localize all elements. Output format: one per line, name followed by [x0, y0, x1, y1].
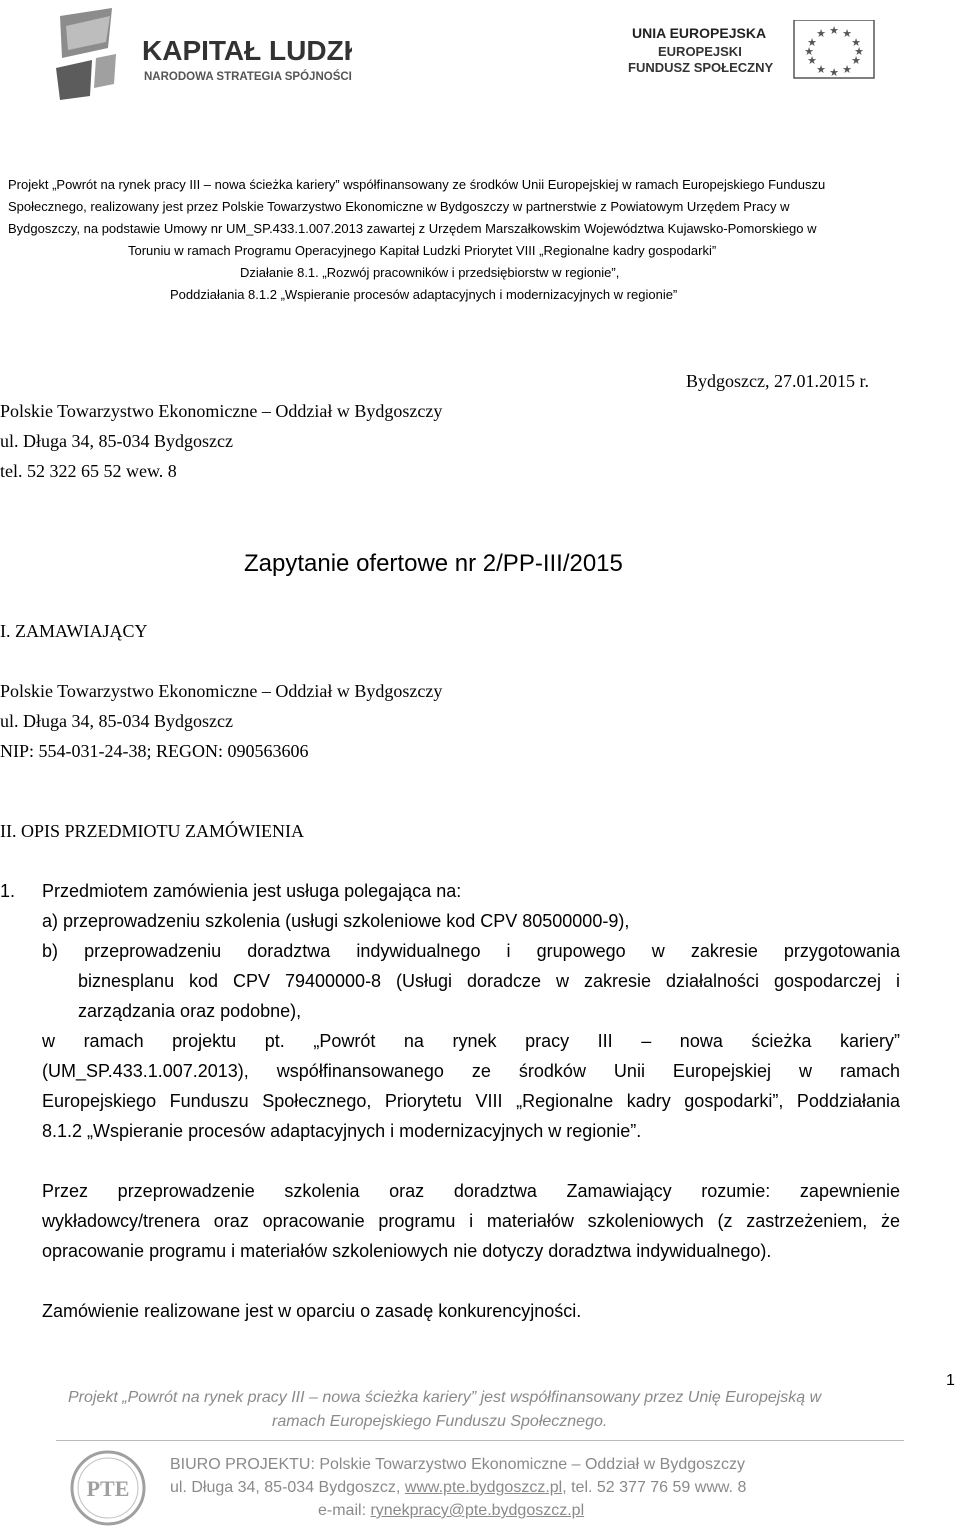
eu-line2: EUROPEJSKI: [658, 44, 742, 59]
section-1-heading: I. ZAMAWIAJĄCY: [0, 621, 148, 641]
banner-line-2: Społecznego, realizowany jest przez Polskie Towarzystwo Ekonomiczne w Bydgoszczy w partnerstwie z Powiatowym Urzędem Pracy w: [8, 199, 790, 214]
svg-text:★: ★: [851, 54, 861, 67]
footer-contact-suffix: , tel. 52 377 76 59 www. 8: [562, 1479, 747, 1496]
eu-logo: [628, 20, 878, 90]
document-date: Bydgoszcz, 27.01.2015 r.: [686, 371, 869, 391]
kapital-ludzki-logo: [52, 8, 352, 103]
section-1-address: ul. Długa 34, 85-034 Bydgoszcz: [0, 711, 233, 731]
svg-text:★: ★: [829, 24, 839, 37]
item-1-number: 1.: [0, 881, 16, 901]
paragraph-2-line-1: Przez przeprowadzenie szkolenia oraz doradztwa Zamawiający rozumie: zapewnienie: [42, 1181, 900, 1201]
page-title: Zapytanie ofertowe nr 2/PP-III/2015: [244, 550, 623, 577]
section-1-org: Polskie Towarzystwo Ekonomiczne – Oddział w Bydgoszczy: [0, 681, 443, 701]
paragraph-1-line-2: (UM_SP.433.1.007.2013), współfinansowanego ze środków Unii Europejskiej w ramach: [42, 1061, 900, 1081]
paragraph-1-line-1: w ramach projektu pt. „Powrót na rynek pracy III – nowa ścieżka kariery”: [42, 1031, 900, 1051]
paragraph-3: Zamówienie realizowane jest w oparciu o zasadę konkurencyjności.: [42, 1301, 582, 1321]
footer-contact-prefix: ul. Długa 34, 85-034 Bydgoszcz,: [170, 1479, 405, 1496]
banner-line-4: Toruniu w ramach Programu Operacyjnego Kapitał Ludzki Priorytet VIII „Regionalne kadry gospodarki”: [128, 243, 717, 258]
section-2-heading: II. OPIS PRZEDMIOTU ZAMÓWIENIA: [0, 821, 304, 841]
item-a: a) przeprowadzeniu szkolenia (usługi szkoleniowe kod CPV 80500000-9),: [42, 911, 630, 931]
banner-line-5: Działanie 8.1. „Rozwój pracowników i przedsiębiorstw w regionie”,: [240, 265, 620, 280]
svg-text:★: ★: [816, 27, 826, 40]
eu-line1: UNIA EUROPEJSKA: [632, 25, 767, 41]
pte-logo-text: PTE: [86, 1476, 130, 1501]
letterhead-address: ul. Długa 34, 85-034 Bydgoszcz: [0, 431, 233, 451]
item-b-line-1: b) przeprowadzeniu doradztwa indywidualnego i grupowego w zakresie przygotowania: [42, 941, 900, 961]
svg-text:★: ★: [804, 45, 814, 58]
banner-line-6: Poddziałania 8.1.2 „Wspieranie procesów adaptacyjnych i modernizacyjnych w regionie”: [170, 287, 678, 302]
footer-contact: [170, 1479, 746, 1497]
item-b-line-3: zarządzania oraz podobne),: [78, 1001, 302, 1021]
svg-text:★: ★: [807, 54, 817, 67]
item-b-line-2: biznesplanu kod CPV 79400000-8 (Usługi doradcze w zakresie działalności gospodarczej i: [78, 971, 900, 991]
eu-flag-icon: [628, 20, 878, 90]
footer-line-1: Projekt „Powrót na rynek pracy III – nowa ścieżka kariery” jest współfinansowany przez Unię Europejską w: [68, 1389, 822, 1406]
kapital-ludzki-title: KAPITAŁ LUDZKI: [142, 35, 352, 66]
footer-website-link[interactable]: www.pte.bydgoszcz.pl: [404, 1479, 563, 1496]
section-1-ids: NIP: 554-031-24-38; REGON: 090563606: [0, 741, 309, 761]
svg-text:★: ★: [854, 45, 864, 58]
kapital-ludzki-emblem-icon: [52, 8, 352, 103]
page-number: 1: [946, 1372, 955, 1389]
footer-email: [318, 1502, 584, 1520]
footer-email-prefix: e-mail:: [318, 1502, 371, 1519]
svg-text:★: ★: [842, 63, 852, 76]
pte-emblem-icon: [68, 1448, 148, 1528]
svg-text:★: ★: [816, 63, 826, 76]
letterhead-phone: tel. 52 322 65 52 wew. 8: [0, 461, 177, 481]
svg-text:★: ★: [829, 66, 839, 79]
paragraph-1-line-4: 8.1.2 „Wspieranie procesów adaptacyjnych i modernizacyjnych w regionie”.: [42, 1121, 642, 1141]
kapital-ludzki-subtitle: NARODOWA STRATEGIA SPÓJNOŚCI: [144, 71, 352, 83]
footer-office: BIURO PROJEKTU: Polskie Towarzystwo Ekonomiczne – Oddział w Bydgoszczy: [170, 1456, 746, 1473]
paragraph-2-line-3: opracowanie programu i materiałów szkoleniowych nie dotyczy doradztwa indywidualnego).: [42, 1241, 772, 1261]
svg-text:★: ★: [851, 36, 861, 49]
pte-logo: [68, 1448, 148, 1528]
footer-line-2: ramach Europejskiego Funduszu Społecznego.: [272, 1413, 608, 1430]
letterhead-org: Polskie Towarzystwo Ekonomiczne – Oddział w Bydgoszczy: [0, 401, 443, 421]
svg-text:★: ★: [842, 27, 852, 40]
eu-line3: FUNDUSZ SPOŁECZNY: [628, 60, 774, 75]
item-1-text: Przedmiotem zamówienia jest usługa polegająca na:: [42, 881, 462, 901]
footer-email-link[interactable]: rynekpracy@pte.bydgoszcz.pl: [370, 1502, 585, 1519]
banner-line-1: Projekt „Powrót na rynek pracy III – nowa ścieżka kariery” współfinansowany ze środków Unii Europejskiej w ramach Europejskiego Funduszu: [8, 177, 826, 192]
svg-text:★: ★: [807, 36, 817, 49]
paragraph-1-line-3: Europejskiego Funduszu Społecznego, Priorytetu VIII „Regionalne kadry gospodarki”, Poddziałania: [42, 1091, 900, 1111]
footer-divider: [56, 1440, 904, 1441]
banner-line-3: Bydgoszczy, na podstawie Umowy nr UM_SP.433.1.007.2013 zawartej z Urzędem Marszałkowskim Województwa Kujawsko-Pomorskiego w: [8, 221, 817, 236]
paragraph-2-line-2: wykładowcy/trenera oraz opracowanie programu i materiałów szkoleniowych (z zastrzeżeniem, że: [42, 1211, 900, 1231]
